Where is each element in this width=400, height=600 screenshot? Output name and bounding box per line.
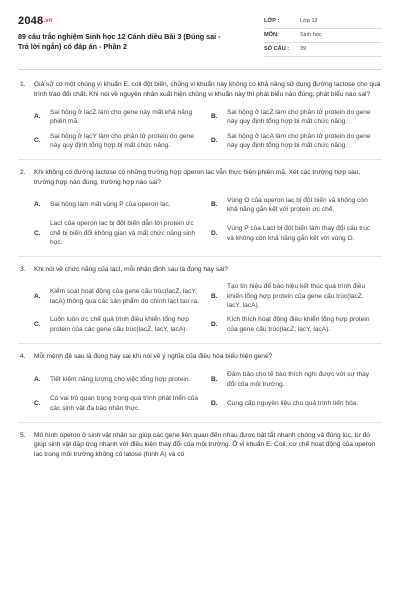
- question-text: Khi nói về chức năng của lacI, mỗi nhận định sau là đúng hay sai?: [34, 265, 228, 273]
- option-text: Sai hỏng ở lacA làm cho phân tử protein do gene này quy định tổng hợp bị mất chức năng.: [227, 132, 371, 150]
- question-number: 1.: [20, 81, 26, 88]
- answer-option[interactable]: [211, 129, 382, 153]
- meta-row: [264, 29, 382, 43]
- answer-option[interactable]: [34, 392, 205, 416]
- option-text: Kích thích hoạt động điều khiển tổng hợp protein của gene cấu trúc(lacZ, lacY, lacA).: [227, 316, 370, 334]
- option-text: Đảm bảo cho tế bào thích nghi được với sự thay đổi của môi trường.: [227, 371, 370, 388]
- option-text: Vùng O của operon lac bị đột biến và không còn khả năng gắn kết với protein ức chế.: [227, 196, 368, 214]
- option-letter: A.: [34, 375, 41, 383]
- option-text: Sai hỏng ở lacZ làm cho gene này mất khả năng phiên mã.: [50, 108, 193, 126]
- question-divider: [18, 159, 382, 160]
- option-letter: B.: [211, 292, 218, 300]
- option-text: Sai hỏng ở lacY làm cho phân tử protein do gene này quy định tổng hợp bị mất chức năng.: [50, 132, 194, 150]
- question-list: [18, 80, 382, 459]
- question-divider: [18, 256, 382, 257]
- question-number: 5.: [20, 431, 26, 439]
- option-letter: A.: [34, 292, 41, 300]
- option-text: Cung cấp nguyên liệu cho quá trình tiến hóa.: [227, 399, 359, 407]
- answer-option[interactable]: [34, 368, 205, 392]
- document-meta: [264, 15, 382, 57]
- option-letter: C.: [34, 229, 41, 237]
- answer-option[interactable]: [211, 392, 382, 416]
- answer-option[interactable]: [34, 129, 205, 153]
- option-grid: [18, 368, 382, 416]
- question: [18, 352, 382, 416]
- option-text: Có vai trò quan trọng trong quá trình phát triển của các sinh vật đa bào nhân thực.: [50, 395, 199, 412]
- answer-option[interactable]: [211, 280, 382, 313]
- option-letter: B.: [211, 375, 218, 383]
- meta-value: 39: [300, 46, 307, 53]
- option-letter: C.: [34, 321, 41, 329]
- site-logo[interactable]: [18, 14, 233, 30]
- question-stem: [18, 352, 382, 362]
- question-text: Khi không có đường lactose có những trường hợp operon lac vẫn thực hiện phiên mã. Xét các trường hợp sau, trường hợp nào đúng, trường hợp nào sai?: [34, 169, 361, 186]
- question-text: Mô hình operon ở sinh vật nhân sơ giúp các gene liên quan đến nhau được bật tắt nhanh chóng và đúng lúc, từ đó giúp sinh vật đáp ứng nhanh với điều kiện thay đổi của môi trường. Ở vi khuẩn E. Coli, cơ chế hoạt động của operon lac trong môi trường không có latose (hình A) và có: [34, 431, 376, 458]
- question-divider: [18, 422, 382, 423]
- option-text: Sai hỏng ở lacZ làm cho phân tử protein do gene này quy định tổng hợp bị mất chức năng.: [227, 108, 371, 126]
- option-text: LacI của operon lac bị đột biến dẫn tới protein ức chế bị biến đổi không gian và mất chức năng sinh học.: [50, 220, 196, 247]
- question-text: Giả sử có một chủng vi khuẩn E. coli đột biến, chủng vi khuẩn này không có khả năng sử dụng đường lactose cho quá trình trao đổi chất. Khi nói về nguyên nhân xuất hiện chủng vi khuẩn này thì phát biểu nào đúng, phát biểu nào sai?: [34, 81, 381, 98]
- option-letter: A.: [34, 201, 41, 209]
- option-text: Sai hỏng làm mất vùng P của operon lac.: [50, 201, 171, 209]
- answer-option[interactable]: [34, 313, 205, 337]
- answer-option[interactable]: [211, 193, 382, 217]
- option-text: Vùng P của LacI bị đột biến làm thay đổi cấu trúc và không còn khả năng gắn kết với vùng O.: [227, 224, 371, 242]
- question-stem: [18, 80, 382, 99]
- question: [18, 168, 382, 250]
- option-letter: D.: [211, 137, 218, 145]
- answer-option[interactable]: [211, 368, 382, 392]
- answer-option[interactable]: [34, 280, 205, 313]
- question-divider: [18, 343, 382, 344]
- answer-option[interactable]: [211, 217, 382, 250]
- question-stem: [18, 265, 382, 275]
- option-letter: D.: [211, 321, 218, 329]
- option-letter: B.: [211, 201, 218, 209]
- option-letter: B.: [211, 113, 218, 121]
- logo-main: 2048: [18, 15, 44, 27]
- option-letter: D.: [211, 399, 218, 407]
- question-number: 4.: [20, 353, 26, 361]
- question: [18, 80, 382, 153]
- option-letter: D.: [211, 229, 218, 237]
- document-title: 89 câu trắc nghiệm Sinh học 12 Cánh diều Bài 3 (Đúng sai - Trả lời ngắn) có đáp án - Phần 2: [18, 32, 221, 52]
- option-letter: C.: [34, 137, 41, 145]
- meta-row: [264, 15, 382, 29]
- answer-option[interactable]: [211, 105, 382, 129]
- option-text: Kiểm soát hoạt động của gene cấu trúc(lacZ, lacY, lacA) thông qua các sản phẩm do chính lacI tạo ra.: [50, 288, 199, 305]
- answer-option[interactable]: [34, 105, 205, 129]
- meta-key: MÔN:: [264, 32, 279, 39]
- meta-key: LỚP :: [264, 18, 280, 25]
- option-letter: C.: [34, 399, 41, 407]
- answer-option[interactable]: [34, 217, 205, 250]
- meta-key: SỐ CÂU :: [264, 46, 290, 53]
- question-number: 2.: [20, 169, 26, 177]
- header-divider: [18, 69, 382, 70]
- meta-value: Lớp 12: [300, 18, 318, 25]
- meta-row: [264, 43, 382, 57]
- header-left: [18, 14, 233, 53]
- option-grid: [18, 105, 382, 153]
- document-header: [18, 14, 382, 57]
- question-number: 3.: [20, 265, 26, 273]
- option-text: Luôn luôn ức chế quá trình điều khiển tổng hợp protein của các gene cấu trúc(lacZ, lacY, lacA).: [50, 316, 189, 334]
- question-stem: [18, 168, 382, 187]
- answer-option[interactable]: [34, 193, 205, 217]
- question: [18, 431, 382, 460]
- question-stem: [18, 431, 382, 460]
- option-letter: A.: [34, 113, 41, 121]
- question-text: Mỗi mệnh đề sau là đúng hay sai khi nói về ý nghĩa của điều hòa biểu hiện gene?: [34, 353, 273, 361]
- answer-option[interactable]: [211, 313, 382, 337]
- question: [18, 265, 382, 337]
- option-grid: [18, 280, 382, 337]
- logo-suffix: .vn: [43, 17, 53, 24]
- option-text: Tạo tín hiệu để báo hiệu kết thúc quá trình điều khiển tổng hợp protein của gene cấu trúc(lacZ, lacY, lacA).: [227, 283, 366, 310]
- meta-value: Sinh học: [300, 32, 322, 39]
- option-text: Tiết kiệm năng lượng cho việc tổng hợp protein.: [50, 375, 191, 383]
- option-grid: [18, 193, 382, 250]
